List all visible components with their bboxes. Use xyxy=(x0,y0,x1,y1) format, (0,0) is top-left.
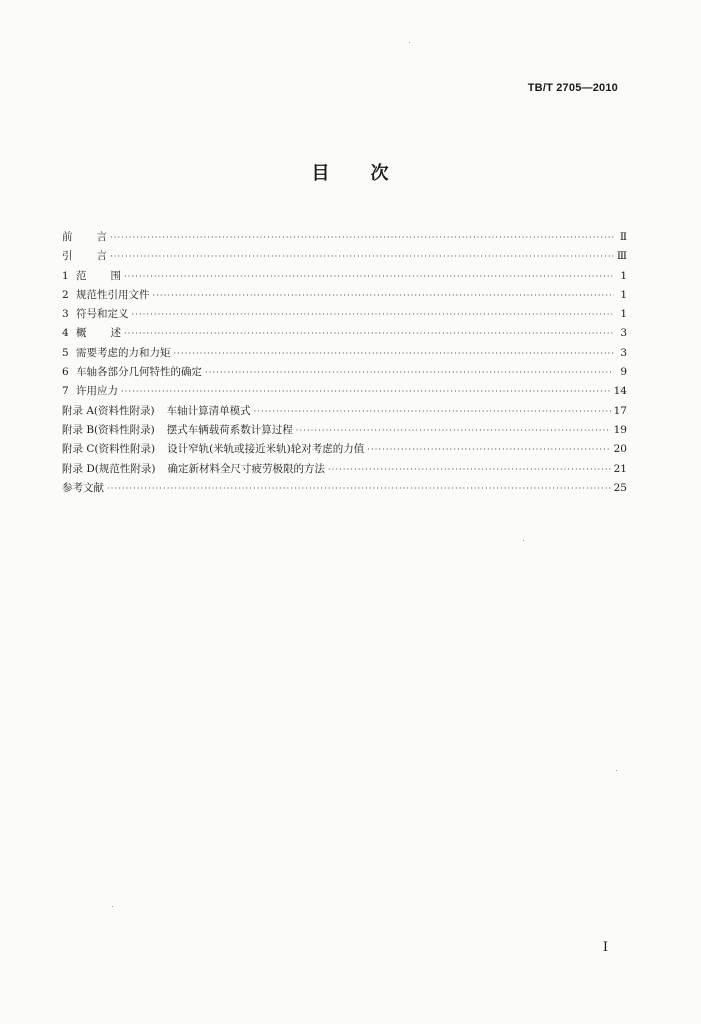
toc-entry-label xyxy=(62,479,104,498)
toc-entry xyxy=(62,363,627,382)
toc-entry-number: 4 xyxy=(62,327,69,340)
toc-leader-dots xyxy=(296,421,611,440)
toc-entry-page: 25 xyxy=(613,481,627,494)
toc-entry-title-part: 范 xyxy=(76,269,87,282)
toc-leader-dots xyxy=(124,267,614,286)
toc-entry-label xyxy=(62,402,251,421)
toc-entry xyxy=(62,286,627,305)
toc-entry-title: 附录 B(资料性附录) xyxy=(62,423,155,436)
toc-entry-page: 3 xyxy=(620,346,627,359)
page-number: I xyxy=(602,940,608,955)
toc-entry-page: Ⅲ xyxy=(616,250,627,263)
toc-entry-page: Ⅱ xyxy=(619,231,627,243)
toc-leader-dots xyxy=(110,228,614,247)
toc-entry xyxy=(62,382,627,401)
toc-entry-page: 14 xyxy=(613,385,627,398)
toc-leader-dots xyxy=(110,247,614,266)
toc-entry-label xyxy=(62,267,121,286)
toc-entry-label xyxy=(62,440,364,459)
toc-leader-dots xyxy=(205,363,614,382)
toc-entry-page: 20 xyxy=(613,443,627,456)
toc-leader-dots xyxy=(328,460,611,479)
toc-entry-title: 符号和定义 xyxy=(76,308,129,321)
toc-leader-dots xyxy=(367,440,610,459)
document-code: TB/T 2705—2010 xyxy=(527,82,618,94)
toc-entry-page: 1 xyxy=(620,308,627,321)
toc-entry-subtitle: 摆式车辆载荷系数计算过程 xyxy=(166,423,293,436)
toc-entry xyxy=(62,305,627,324)
toc-entry-title-part: 言 xyxy=(96,231,107,243)
toc-entry-title: 车轴各部分几何特性的确定 xyxy=(76,366,202,379)
toc-entry-number: 7 xyxy=(62,385,69,398)
toc-entry xyxy=(62,440,627,459)
toc-entry-page: 3 xyxy=(620,327,627,340)
toc-entry-subtitle: 设计窄轨(米轨或接近米轨)轮对考虑的力值 xyxy=(167,443,365,456)
toc-entry-title-part: 述 xyxy=(110,327,121,340)
toc-entry-number: 5 xyxy=(62,346,69,359)
toc-entry-label xyxy=(62,421,293,440)
toc-entry-title: 附录 D(规范性附录) xyxy=(62,462,156,475)
toc-entry xyxy=(62,460,627,479)
toc-entry-title-part: 前 xyxy=(62,231,73,243)
toc-leader-dots xyxy=(121,382,611,401)
toc-title-left: 目 xyxy=(311,163,331,184)
toc-leader-dots xyxy=(153,286,615,305)
toc-entry-title-part: 言 xyxy=(96,250,107,263)
toc-entry-page: 19 xyxy=(613,423,627,436)
toc-entry-subtitle: 车轴计算清单模式 xyxy=(166,404,251,417)
toc-entry-label xyxy=(62,344,171,363)
toc-title xyxy=(0,159,701,185)
toc-entry-page: 17 xyxy=(613,404,627,417)
toc-entry-label xyxy=(62,460,325,479)
toc-entry-page: 21 xyxy=(613,462,627,475)
toc-entry-page: 9 xyxy=(620,366,627,379)
toc-entry xyxy=(62,421,627,440)
toc-entry xyxy=(62,344,627,363)
toc-leader-dots xyxy=(124,324,614,343)
toc-entry-title: 附录 A(资料性附录) xyxy=(62,404,155,417)
toc-leader-dots xyxy=(132,305,615,324)
toc-title-right: 次 xyxy=(370,163,390,184)
toc-entry-title-part: 围 xyxy=(110,269,121,282)
toc-entry xyxy=(62,324,627,343)
toc-entry xyxy=(62,247,627,266)
toc-entry-title: 参考文献 xyxy=(62,481,104,494)
toc-entry-page: 1 xyxy=(620,269,627,282)
toc-entry xyxy=(62,228,627,247)
toc-entry-subtitle: 确定新材料全尺寸疲劳极限的方法 xyxy=(167,462,325,475)
toc-entry-label xyxy=(62,305,129,324)
toc-entry-number: 3 xyxy=(62,308,69,321)
toc-entry-number: 2 xyxy=(62,288,69,301)
toc-entry xyxy=(62,267,627,286)
toc-entry-title: 需要考虑的力和力矩 xyxy=(76,346,171,359)
toc-entry-number: 6 xyxy=(62,366,69,379)
toc-entry-title: 规范性引用文件 xyxy=(76,288,150,301)
toc-entry-label xyxy=(62,382,118,401)
toc-entry xyxy=(62,402,627,421)
toc-entry-label xyxy=(62,286,150,305)
toc-entry-label xyxy=(62,363,202,382)
toc-leader-dots xyxy=(107,479,611,498)
toc-entry-label xyxy=(62,324,121,343)
toc-entry-title: 附录 C(资料性附录) xyxy=(62,443,156,456)
table-of-contents xyxy=(62,228,627,498)
toc-entry-title-part: 概 xyxy=(76,327,87,340)
toc-entry-title-part: 引 xyxy=(62,250,73,263)
toc-leader-dots xyxy=(174,344,615,363)
toc-entry-number: 1 xyxy=(62,269,69,282)
toc-entry-page: 1 xyxy=(620,288,627,301)
toc-entry xyxy=(62,479,627,498)
toc-leader-dots xyxy=(254,402,611,421)
toc-entry-title: 许用应力 xyxy=(76,385,118,398)
toc-entry-label xyxy=(62,247,107,266)
toc-entry-label xyxy=(62,228,107,247)
